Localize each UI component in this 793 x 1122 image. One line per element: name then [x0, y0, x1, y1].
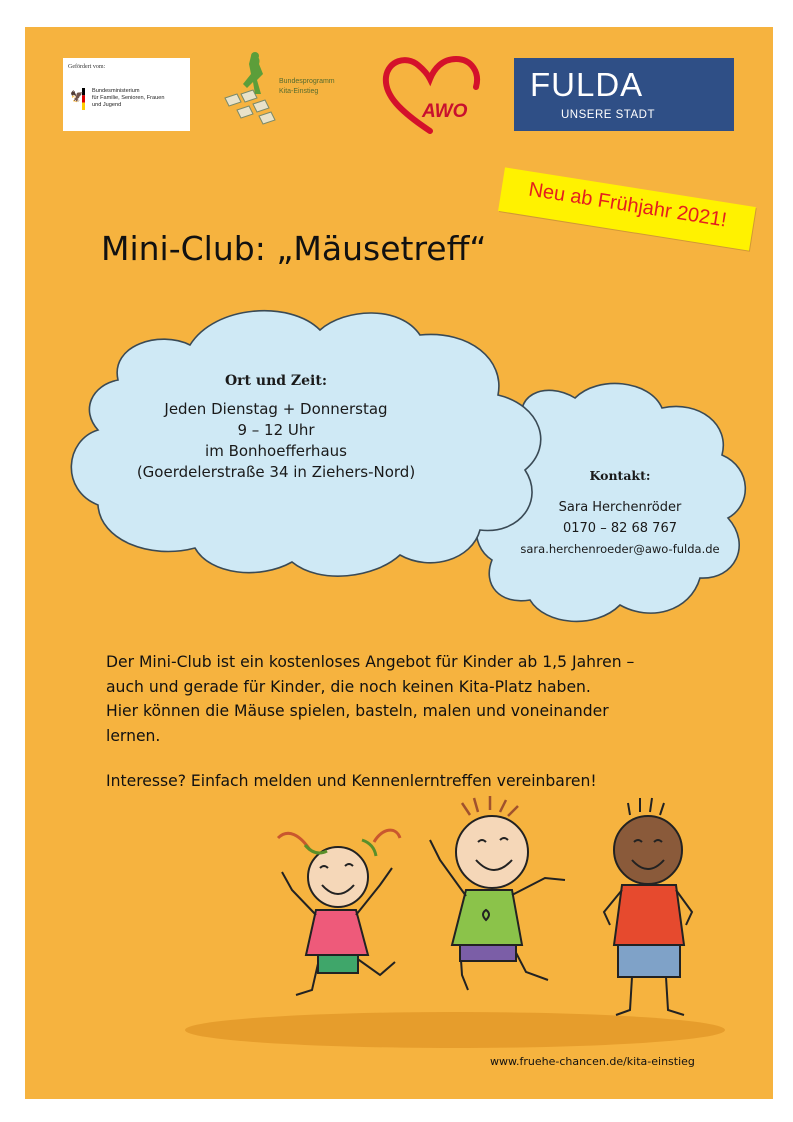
footer-url: www.fruehe-chancen.de/kita-einstieg — [490, 1055, 695, 1068]
ground-shadow — [185, 1012, 725, 1048]
description-line-1: Der Mini-Club ist ein kostenloses Angebot für Kinder ab 1,5 Jahren – — [106, 653, 635, 671]
bmfsfj-header: Gefördert vom: — [68, 64, 106, 70]
info-time: 9 – 12 Uhr — [237, 421, 315, 439]
middle-child-figure — [430, 796, 565, 990]
contact-email: sara.herchenroeder@awo-fulda.de — [520, 542, 720, 556]
fulda-subtitle: UNSERE STADT — [561, 109, 655, 121]
contact-name: Sara Herchenröder — [558, 500, 682, 515]
bmfsfj-line-3: und Jugend — [92, 101, 122, 108]
new-badge-text: Neu ab Frühjahr 2021! — [527, 178, 729, 232]
description-line-2: auch und gerade für Kinder, die noch keinen Kita-Platz haben. — [106, 677, 591, 696]
kita-line-1: Bundesprogramm — [279, 78, 335, 85]
description-line-4: lernen. — [106, 726, 161, 745]
bmfsfj-line-1: Bundesministerium — [92, 88, 140, 94]
eagle-icon: 🦅 — [70, 90, 84, 103]
contact-phone: 0170 – 82 68 767 — [562, 521, 677, 536]
right-child-figure — [604, 798, 692, 1015]
contact-heading: Kontakt: — [589, 468, 651, 483]
girl-figure — [278, 830, 400, 995]
kita-line-2: Kita-Einstieg — [279, 87, 319, 95]
info-place: im Bonhoefferhaus — [205, 442, 347, 460]
description-line-3: Hier können die Mäuse spielen, basteln, malen und voneinander — [106, 702, 609, 720]
fulda-wordmark: FULDA — [530, 66, 644, 103]
info-address: (Goerdelerstraße 34 in Ziehers-Nord) — [136, 463, 416, 481]
info-heading: Ort und Zeit: — [224, 373, 327, 389]
call-to-action: Interesse? Einfach melden und Kennenlerntreffen vereinbaren! — [106, 772, 597, 790]
awo-wordmark: AWO — [422, 101, 468, 122]
info-days: Jeden Dienstag + Donnerstag — [164, 400, 388, 418]
page-title: Mini-Club: „Mäusetreff“ — [101, 229, 487, 268]
bmfsfj-line-2: für Familie, Senioren, Frauen — [92, 94, 165, 101]
